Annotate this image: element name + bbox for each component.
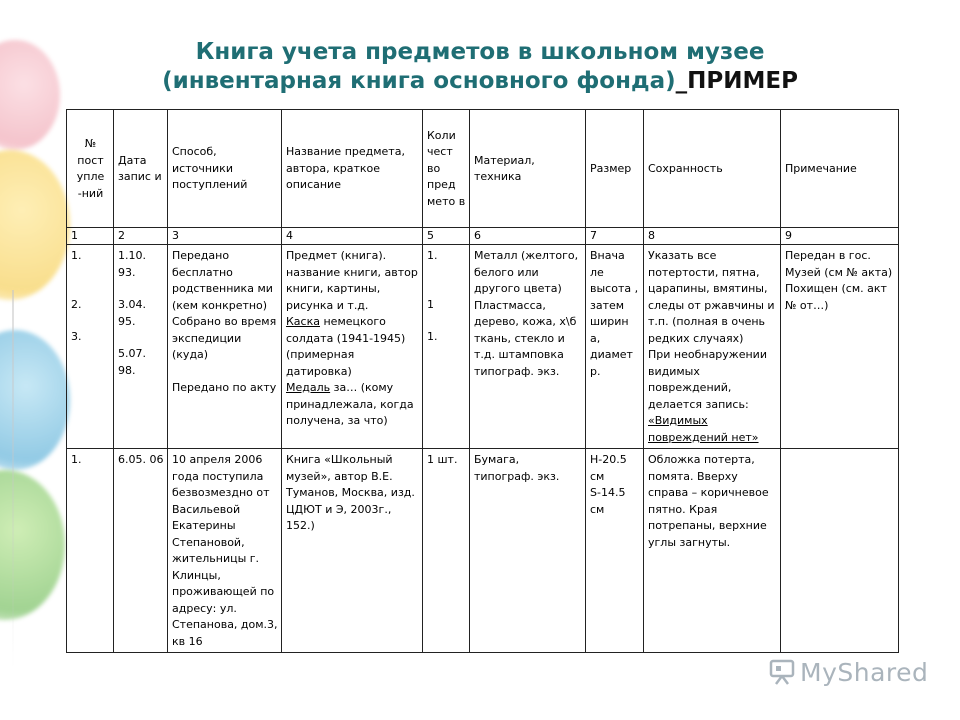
entry-number: 3.	[71, 330, 82, 343]
material-cell: Бумага, типограф. экз.	[470, 449, 586, 653]
entry-date: 3.04. 95.	[118, 298, 146, 328]
source-text: Передано по акту	[172, 380, 277, 394]
condition-text: При необнаружении видимых повреждений, делается запись:	[648, 348, 767, 411]
note-cell: Передан в гос. Музей (см № акта) Похищен (см. акт № от…)	[781, 245, 899, 449]
watermark-text: MyShared	[800, 657, 929, 687]
material-cell: Металл (желтого, белого или другого цвета) Пластмасса, дерево, кожа, х\б ткань, стекло и т.д. штамповка типограф. экз.	[470, 245, 586, 449]
decorative-string	[12, 290, 14, 670]
entry-numbers-cell	[67, 245, 114, 449]
entry-number: 1.	[67, 449, 114, 653]
column-number: 5	[423, 228, 470, 245]
size-value: Н-20.5 см	[590, 453, 627, 483]
column-number: 8	[644, 228, 781, 245]
quantity-value: 1.	[427, 330, 438, 343]
header-row	[67, 110, 899, 228]
header-cell: Дата запис и	[114, 110, 168, 228]
size-value: S-14.5 см	[590, 486, 626, 516]
column-number: 7	[586, 228, 644, 245]
source-cell: 10 апреля 2006 года поступила безвозмездно от Васильевой Екатерины Степановой, жительницы г. Клинцы, проживающей по адресу: ул. Степанова, дом.3, кв 16	[168, 449, 282, 653]
source-cell	[168, 245, 282, 449]
header-cell: Материал, техника	[470, 110, 586, 228]
title-accent: _ПРИМЕР	[675, 68, 798, 94]
table-row	[67, 245, 899, 449]
item-description	[286, 314, 419, 380]
entry-number: 2.	[71, 297, 82, 311]
table-row	[67, 449, 899, 653]
condition-cell	[644, 245, 781, 449]
column-number: 3	[168, 228, 282, 245]
item-description-text: немецкого солдата (1941-1945) (примерная датировка)	[286, 315, 406, 378]
decorative-balloon	[0, 150, 70, 300]
inventory-table	[66, 109, 899, 653]
condition-text: Указать все потертости, пятна, царапины, вмятины, следы от ржавчины и т.п. (полная в очень редких случаях)	[648, 249, 775, 345]
item-keyword: Медаль	[286, 381, 331, 394]
header-cell: Коли чест во пред мето в	[423, 110, 470, 228]
presentation-board-icon	[768, 658, 796, 686]
item-description-text: за… (кому принадлежала, когда получена, за что)	[286, 381, 414, 427]
condition-cell: Обложка потерта, помята. Вверху справа – коричневое пятно. Края потрепаны, верхние углы загнуты.	[644, 449, 781, 653]
column-number: 6	[470, 228, 586, 245]
quantity-cell	[423, 245, 470, 449]
quantity-value: 1	[427, 297, 434, 311]
quantity-cell: 1 шт.	[423, 449, 470, 653]
source-text: Передано бесплатно родственника ми (кем конкретно)	[172, 249, 273, 312]
page-title	[0, 38, 960, 96]
header-cell: Способ, источники поступлений	[168, 110, 282, 228]
column-number: 1	[67, 228, 114, 245]
column-number-row	[67, 228, 899, 245]
entry-date: 6.05. 06	[114, 449, 168, 653]
item-description	[286, 380, 419, 430]
size-cell	[586, 449, 644, 653]
header-cell: Сохранность	[644, 110, 781, 228]
title-line-2	[0, 67, 960, 96]
column-number: 9	[781, 228, 899, 245]
entry-dates-cell	[114, 245, 168, 449]
header-cell: Размер	[586, 110, 644, 228]
item-keyword: Каска	[286, 315, 320, 328]
entry-number: 1.	[71, 249, 82, 262]
column-number: 2	[114, 228, 168, 245]
quantity-value: 1.	[427, 249, 438, 262]
header-cell: Примечание	[781, 110, 899, 228]
decorative-balloon	[0, 470, 65, 620]
header-cell: Название предмета, автора, краткое описание	[282, 110, 423, 228]
entry-date: 5.07. 98.	[118, 347, 146, 377]
note-cell	[781, 449, 899, 653]
header-cell: № пост упле -ний	[67, 110, 114, 228]
item-description: Предмет (книга). название книги, автор книги, картины, рисунка и т.д.	[286, 249, 418, 312]
decorative-balloon	[0, 330, 70, 470]
column-number: 4	[282, 228, 423, 245]
size-cell: Внача ле высота , затем ширин а, диамет р.	[586, 245, 644, 449]
entry-date: 1.10. 93.	[118, 249, 146, 279]
source-text: Собрано во время экспедиции (куда)	[172, 315, 277, 361]
title-line-2-main: (инвентарная книга основного фонда)	[162, 68, 676, 94]
title-line-1: Книга учета предметов в школьном музее	[195, 39, 765, 65]
condition-example: «Видимых повреждений нет»	[648, 414, 759, 444]
item-name-cell	[282, 245, 423, 449]
watermark-logo	[768, 655, 928, 689]
item-name-cell: Книга «Школьный музей», автор В.Е. Туманов, Москва, изд. ЦДЮТ и Э, 2003г., 152.)	[282, 449, 423, 653]
